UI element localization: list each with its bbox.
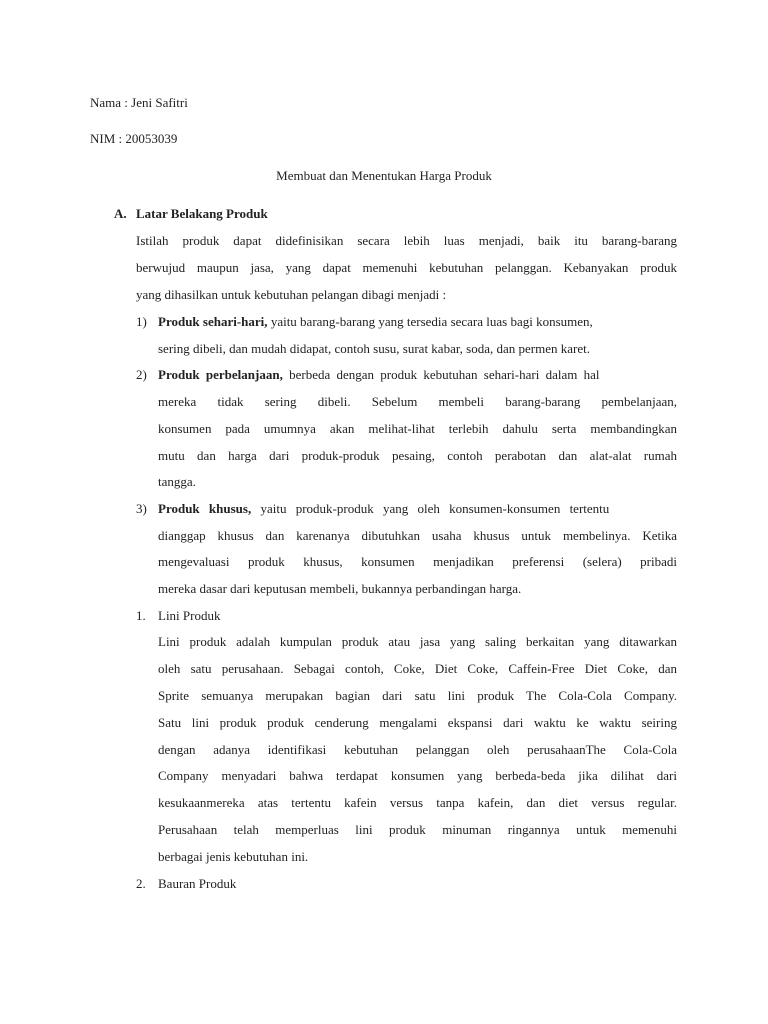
subsection-1-line-9: berbagai jenis kebutuhan ini. [158, 849, 309, 864]
item-2-line-5: tangga. [158, 474, 196, 489]
item-2-line-2: mereka tidak sering dibeli. Sebelum membeli barang-barang pembelanjaan, [158, 394, 677, 409]
subsection-1-line-1: Lini produk adalah kumpulan produk atau jasa yang saling berkaitan yang ditawarkan [158, 634, 677, 649]
subsection-1-line-7: kesukaanmereka atas tertentu kafein versus tanpa kafein, dan diet versus regular. [158, 795, 677, 810]
item-3-first-line [158, 501, 677, 517]
item-3-line-3: mengevaluasi produk khusus, konsumen menjadikan preferensi (selera) pribadi [158, 554, 677, 569]
section-a-marker: A. [114, 206, 127, 221]
subsection-1-line-6: Company menyadari bahwa terdapat konsumen yang berbeda-beda jika dilihat dari [158, 768, 677, 783]
item-1-term: Produk sehari-hari, [158, 314, 268, 329]
item-3-line-4: mereka dasar dari keputusan membeli, bukannya perbandingan harga. [158, 581, 522, 596]
item-2-first-rest: berbeda dengan produk kebutuhan sehari-hari dalam hal [282, 367, 600, 382]
subsection-1-line-4: Satu lini produk produk cenderung mengalami ekspansi dari waktu ke waktu seiring [158, 715, 677, 730]
item-3-marker: 3) [136, 501, 147, 516]
item-3-line-2: dianggap khusus dan karenanya dibutuhkan usaha khusus untuk membelinya. Ketika [158, 528, 677, 543]
item-2-line-4: mutu dan harga dari produk-produk pesaing, contoh perabotan dan alat-alat rumah [158, 448, 677, 463]
item-2-first-line [158, 367, 677, 383]
item-2-line-3: konsumen pada umumnya akan melihat-lihat terlebih dahulu serta membandingkan [158, 421, 677, 436]
item-2-marker: 2) [136, 367, 147, 382]
subsection-2-heading: Bauran Produk [158, 876, 237, 891]
item-1-marker: 1) [136, 314, 147, 329]
document-title: Membuat dan Menentukan Harga Produk [276, 168, 492, 183]
subsection-1-line-2: oleh satu perusahaan. Sebagai contoh, Coke, Diet Coke, Caffein-Free Diet Coke, dan [158, 661, 677, 676]
item-3-term: Produk khusus, [158, 501, 252, 516]
subsection-1-heading: Lini Produk [158, 608, 221, 623]
item-2-term: Produk perbelanjaan, [158, 367, 283, 382]
name-line: Nama : Jeni Safitri [90, 95, 188, 110]
subsection-1-line-3: Sprite semuanya merupakan bagian dari satu lini produk The Cola-Cola Company. [158, 688, 677, 703]
subsection-1-line-5: dengan adanya identifikasi kebutuhan pelanggan oleh perusahaanThe Cola-Cola [158, 742, 677, 757]
item-1-first-rest: yaitu barang-barang yang tersedia secara luas bagi konsumen, [267, 314, 593, 329]
nim-line: NIM : 20053039 [90, 131, 178, 146]
item-3-first-rest: yaitu produk-produk yang oleh konsumen-konsumen tertentu [251, 501, 610, 516]
section-a-heading: Latar Belakang Produk [136, 206, 268, 221]
intro-line-3: yang dihasilkan untuk kebutuhan pelangan dibagi menjadi : [136, 287, 447, 302]
subsection-2-marker: 2. [136, 876, 146, 891]
item-1-first-line [158, 314, 677, 330]
subsection-1-line-8: Perusahaan telah memperluas lini produk minuman ringannya untuk memenuhi [158, 822, 677, 837]
intro-line-1: Istilah produk dapat didefinisikan secara lebih luas menjadi, baik itu barang-barang [136, 233, 677, 248]
subsection-1-marker: 1. [136, 608, 146, 623]
intro-line-2: berwujud maupun jasa, yang dapat memenuhi kebutuhan pelanggan. Kebanyakan produk [136, 260, 677, 275]
item-1-line-2: sering dibeli, dan mudah didapat, contoh susu, surat kabar, soda, dan permen karet. [158, 341, 590, 356]
